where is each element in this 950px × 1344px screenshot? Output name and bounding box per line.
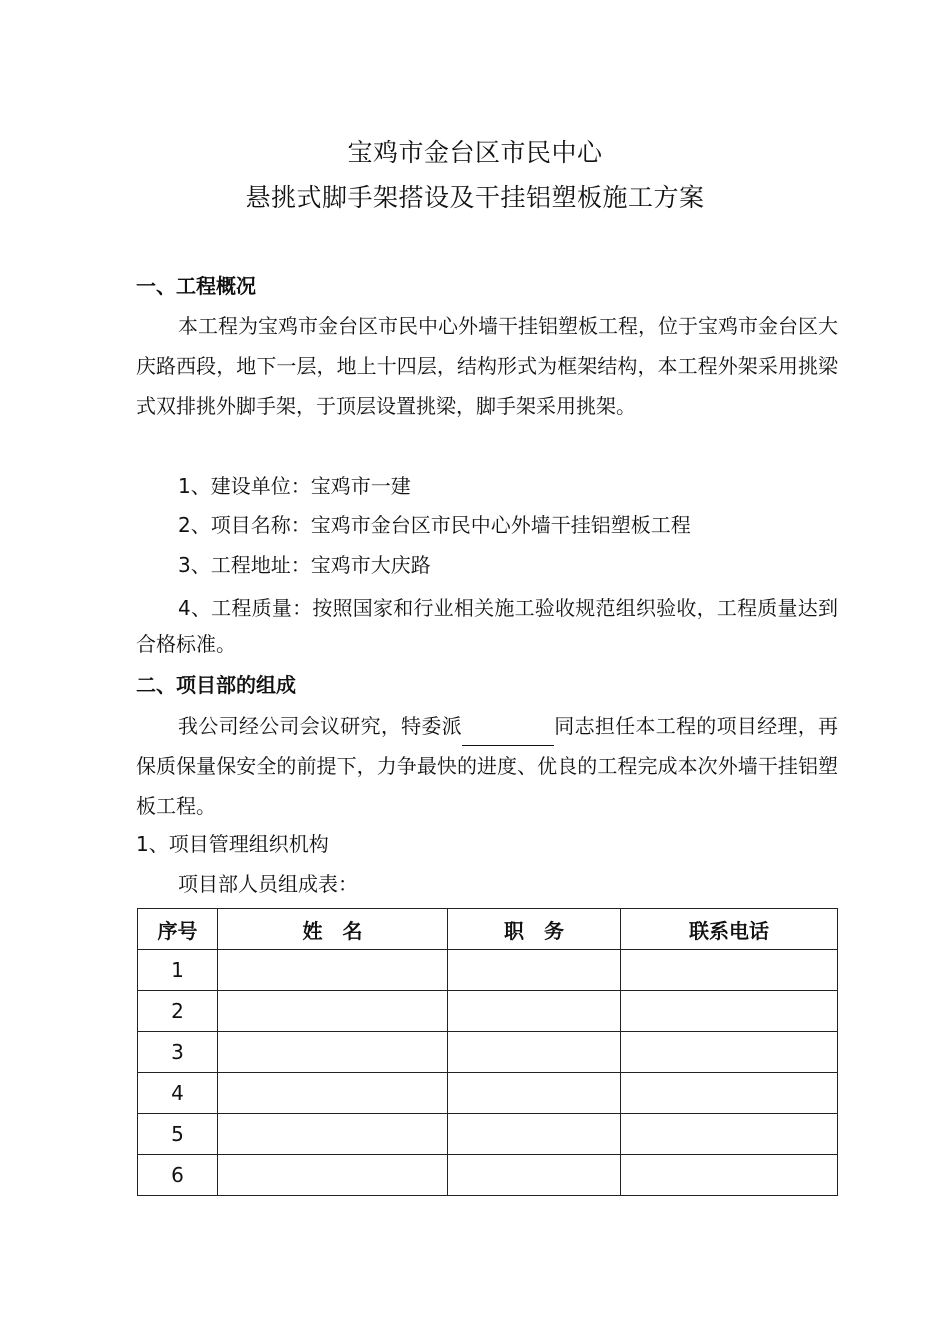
table-row bbox=[138, 1073, 838, 1114]
table-header-row bbox=[138, 909, 838, 950]
section-1-heading: 一、工程概况 bbox=[136, 274, 256, 298]
header-serial-number: 序号 bbox=[138, 909, 218, 950]
document-title-line-1: 宝鸡市金台区市民中心 bbox=[347, 138, 603, 167]
item-project-quality: 4、工程质量：按照国家和行业相关施工验收规范组织验收，工程质量达到合格标准。 bbox=[136, 596, 838, 656]
section-2-heading: 二、项目部的组成 bbox=[136, 673, 296, 697]
row-number: 4 bbox=[138, 1073, 218, 1114]
phone-cell bbox=[621, 1114, 838, 1155]
paragraph-text-before-blank: 我公司经公司会议研究，特委派 bbox=[178, 714, 462, 738]
header-position: 职 务 bbox=[448, 909, 621, 950]
name-cell bbox=[218, 950, 448, 991]
table-row bbox=[138, 1032, 838, 1073]
table-caption: 项目部人员组成表： bbox=[178, 872, 358, 896]
phone-cell bbox=[621, 950, 838, 991]
name-cell bbox=[218, 1114, 448, 1155]
item-project-name: 2、项目名称：宝鸡市金台区市民中心外墙干挂铝塑板工程 bbox=[178, 513, 691, 537]
item-project-address: 3、工程地址：宝鸡市大庆路 bbox=[178, 553, 431, 577]
item-construction-unit: 1、建设单位：宝鸡市一建 bbox=[178, 474, 411, 498]
row-number: 3 bbox=[138, 1032, 218, 1073]
row-number: 2 bbox=[138, 991, 218, 1032]
phone-cell bbox=[621, 1073, 838, 1114]
table-row bbox=[138, 991, 838, 1032]
subsection-management-org: 1、项目管理组织机构 bbox=[136, 832, 329, 856]
row-number: 5 bbox=[138, 1114, 218, 1155]
position-cell bbox=[448, 991, 621, 1032]
row-number: 1 bbox=[138, 950, 218, 991]
position-cell bbox=[448, 1073, 621, 1114]
manager-name-blank bbox=[462, 717, 554, 746]
table-row bbox=[138, 1155, 838, 1196]
name-cell bbox=[218, 1155, 448, 1196]
table-row bbox=[138, 950, 838, 991]
phone-cell bbox=[621, 991, 838, 1032]
position-cell bbox=[448, 1155, 621, 1196]
staff-table bbox=[137, 908, 838, 1196]
position-cell bbox=[448, 950, 621, 991]
row-number: 6 bbox=[138, 1155, 218, 1196]
name-cell bbox=[218, 1032, 448, 1073]
header-name: 姓 名 bbox=[218, 909, 448, 950]
table-row bbox=[138, 1114, 838, 1155]
phone-cell bbox=[621, 1155, 838, 1196]
name-cell bbox=[218, 991, 448, 1032]
position-cell bbox=[448, 1032, 621, 1073]
header-phone: 联系电话 bbox=[621, 909, 838, 950]
paragraph-text-after-blank: 同志担任本工程的项目经理，再保质保量保安全的前提下，力争最快的进度、优良的工程完成本次外墙干挂铝塑板工程。 bbox=[136, 714, 838, 818]
phone-cell bbox=[621, 1032, 838, 1073]
name-cell bbox=[218, 1073, 448, 1114]
document-title-line-2: 悬挑式脚手架搭设及干挂铝塑板施工方案 bbox=[245, 183, 705, 212]
section-1-intro: 本工程为宝鸡市金台区市民中心外墙干挂铝塑板工程，位于宝鸡市金台区大庆路西段，地下一层，地上十四层，结构形式为框架结构，本工程外架采用挑梁式双排挑外脚手架，于顶层设置挑梁，脚手架采用挑架。 bbox=[136, 314, 838, 418]
position-cell bbox=[448, 1114, 621, 1155]
section-2-paragraph bbox=[136, 706, 838, 826]
